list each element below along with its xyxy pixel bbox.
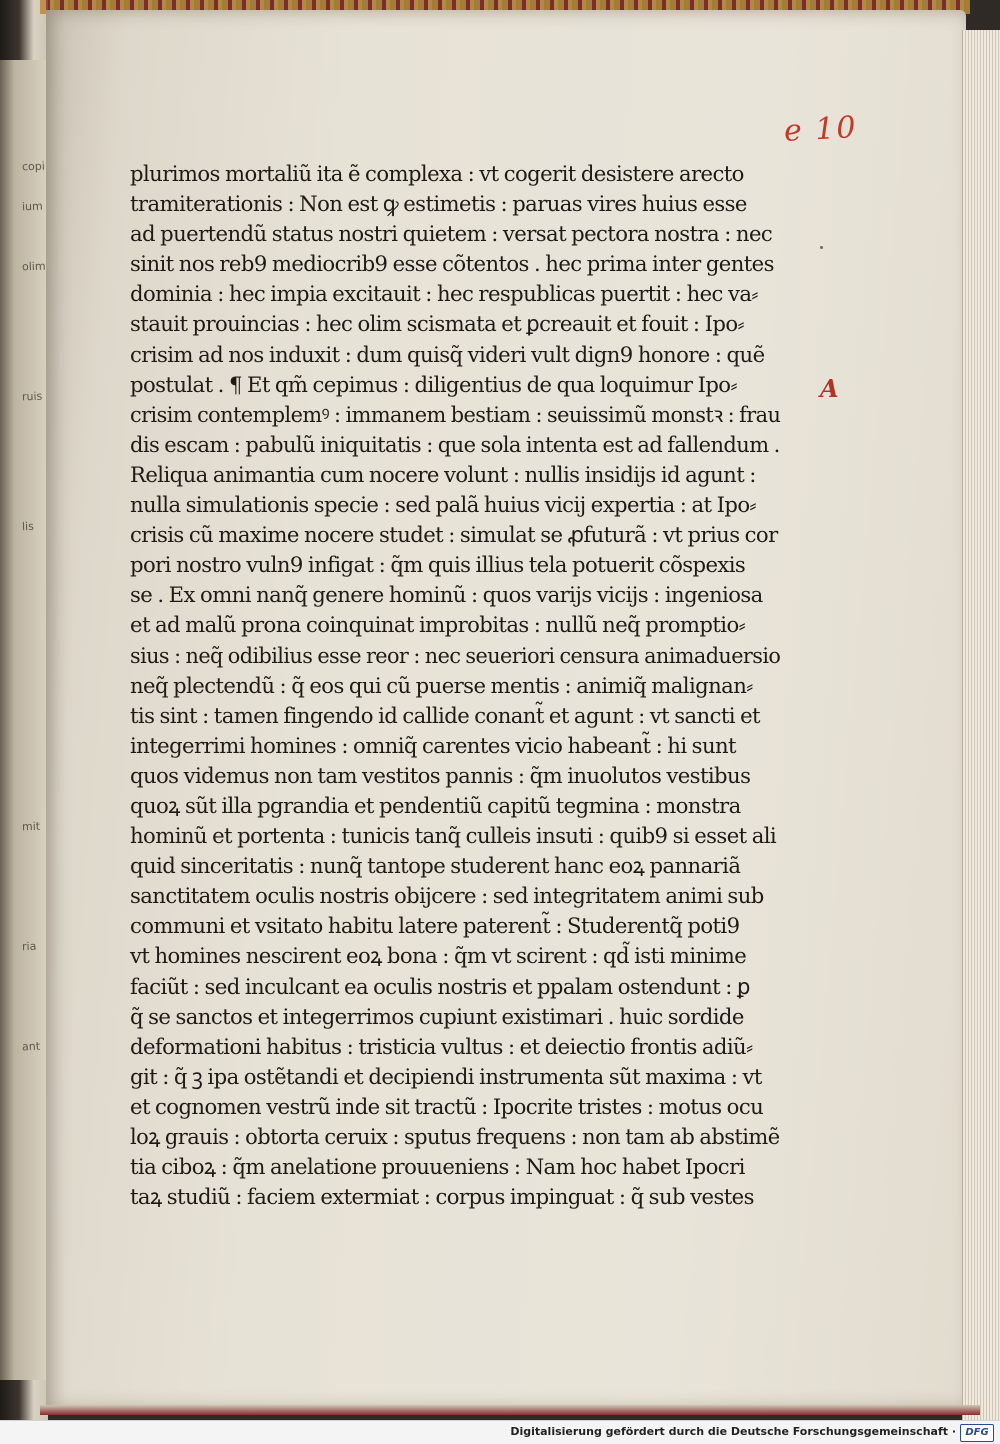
text-line: se . Ex omni nanq̃ genere hominũ : quos varijs vicijs : ingeniosa bbox=[130, 583, 763, 609]
text-line: quoꝝ sũt illa pgrandia et pendentiũ capitũ tegmina : monstra bbox=[130, 793, 741, 819]
text-line: q̃ se sanctos et integerrimos cupiunt existimari . huic sordide bbox=[130, 1004, 744, 1030]
text-line: Reliqua animantia cum nocere volunt : nullis insidijs id agunt : bbox=[130, 462, 756, 488]
facing-fragment: ruis bbox=[21, 389, 43, 404]
text-line: vt homines nescirent eoꝝ bona : q̃m vt scirent : qd̃ isti minime bbox=[130, 944, 747, 970]
text-line: deformationi habitus : tristicia vultus : et deiectio frontis adiũ⸗ bbox=[130, 1034, 753, 1060]
facing-fragment: ria bbox=[21, 939, 37, 954]
text-line: crisis cũ maxime nocere studet : simulat se ꝓfuturã : vt prius cor bbox=[130, 523, 778, 549]
facing-fragment: ium bbox=[21, 199, 43, 214]
bottom-edge bbox=[40, 1405, 980, 1415]
text-line: pori nostro vuln9 infigat : q̃m quis illius tela potuerit cõspexis bbox=[130, 553, 746, 579]
facing-fragment: lis bbox=[21, 519, 35, 534]
funding-credit: Digitalisierung gefördert durch die Deutsche Forschungsgemeinschaft · bbox=[510, 1425, 956, 1438]
text-line: quid sinceritatis : nunq̃ tantope studerent hanc eoꝝ pannariã bbox=[130, 854, 741, 880]
facing-fragment: olim bbox=[21, 259, 46, 274]
footer-bar bbox=[0, 1420, 1000, 1444]
text-line: integerrimi homines : omniq̃ carentes vicio habeant̃ : hi sunt bbox=[130, 733, 736, 759]
text-line: tis sint : tamen fingendo id callide conant̃ et agunt : vt sancti et bbox=[130, 703, 760, 729]
facing-fragment: copi bbox=[21, 159, 46, 174]
text-line: sinit nos reb9 mediocrib9 esse cõtentos . hec prima inter gentes bbox=[130, 252, 774, 278]
text-line: loꝝ grauis : obtorta ceruix : sputus frequens : non tam ab abstimẽ bbox=[130, 1125, 780, 1150]
text-line: sanctitatem oculis nostris obijcere : sed integritatem animi sub bbox=[130, 884, 764, 910]
text-line: sius : neq̃ odibilius esse reor : nec seueriori censura animaduersio bbox=[130, 643, 781, 669]
text-line: taꝝ studiũ : faciem extermiat : corpus impinguat : q̃ sub vestes bbox=[130, 1185, 754, 1211]
text-line: et ad malũ prona coinquinat improbitas : nullũ neq̃ promptio⸗ bbox=[130, 613, 746, 639]
text-line: quos videmus non tam vestitos pannis : q̃m inuolutos vestibus bbox=[130, 763, 751, 789]
text-line: plurimos mortaliũ ita ẽ complexa : vt cogerit desistere arecto bbox=[130, 162, 744, 187]
facing-page-edge bbox=[0, 60, 49, 1380]
margin-note: A bbox=[820, 374, 839, 403]
facing-fragment: mit bbox=[21, 819, 41, 834]
text-line: dis escam : pabulũ iniquitatis : que sola intenta est ad fallendum . bbox=[130, 432, 780, 458]
text-line: neq̃ plectendũ : q̃ eos qui cũ puerse mentis : animiq̃ malignan⸗ bbox=[130, 673, 753, 699]
text-line: crisim ad nos induxit : dum quisq̃ videri vult dign9 honore : quẽ bbox=[130, 342, 765, 368]
text-line: tramiterationis : Non est ꝙ estimetis : paruas vires huius esse bbox=[130, 192, 747, 218]
text-line: et cognomen vestrũ inde sit tractũ : Ipocrite tristes : motus ocu bbox=[130, 1094, 764, 1120]
text-line: git : q̃ ꝫ ipa ostẽtandi et decipiendi instrumenta sũt maxima : vt bbox=[130, 1064, 762, 1090]
facing-fragment: ant bbox=[21, 1039, 41, 1054]
text-line: postulat . ¶ Et qm̃ cepimus : diligentius de qua loquimur Ipo⸗ bbox=[130, 372, 737, 398]
text-line: faciũt : sed inculcant ea oculis nostris et ppalam ostendunt : ꝑ bbox=[130, 974, 750, 1000]
dfg-logo: DFG bbox=[960, 1424, 994, 1442]
text-line: crisim contemplemꝰ : immanem bestiam : seuissimũ monstꝛ : frau bbox=[130, 402, 781, 428]
text-line: hominũ et portenta : tunicis tanq̃ culleis insuti : quib9 si esset ali bbox=[130, 824, 777, 850]
text-line: tia ciboꝝ : q̃m anelatione prouueniens : Nam hoc habet Ipocri bbox=[130, 1155, 745, 1181]
text-line: communi et vsitato habitu latere paterent̃ : Studerentq̃ poti9 bbox=[130, 914, 740, 940]
text-line: dominia : hec impia excitauit : hec respublicas puertit : hec va⸗ bbox=[130, 282, 758, 308]
folio-number: e 10 bbox=[783, 110, 859, 149]
page-stack-edge bbox=[962, 30, 1000, 1420]
text-line: stauit prouincias : hec olim scismata et ꝑcreauit et fouit : Ipo⸗ bbox=[130, 312, 744, 338]
text-block bbox=[130, 160, 790, 1213]
margin-mark bbox=[820, 246, 823, 249]
text-line: nulla simulationis specie : sed palã huius vicij expertia : at Ipo⸗ bbox=[130, 493, 756, 519]
text-line: ad puertendũ status nostri quietem : versat pectora nostra : nec bbox=[130, 222, 773, 248]
